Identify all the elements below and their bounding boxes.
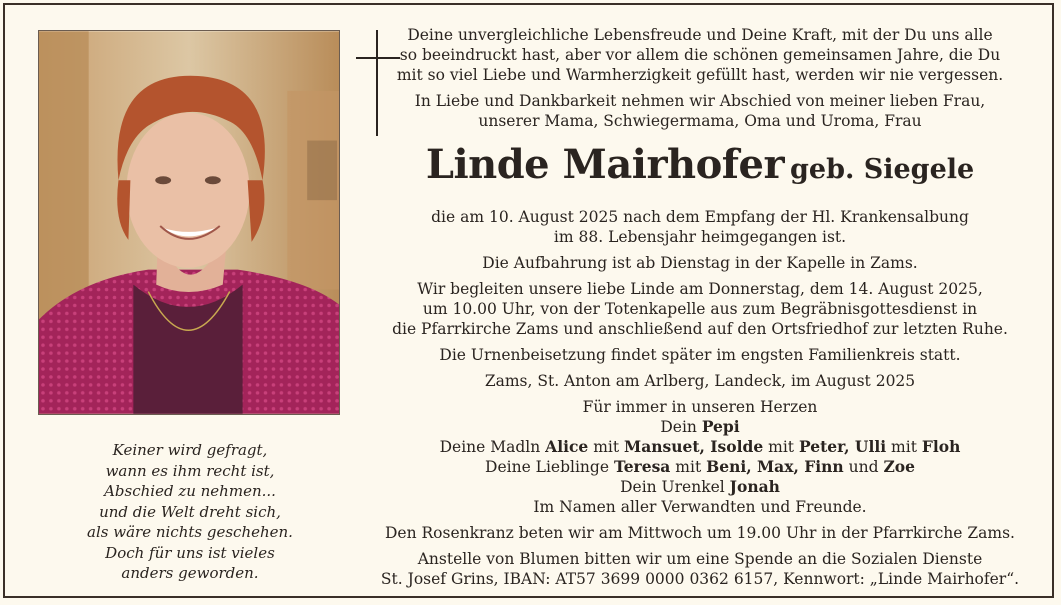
urn-info: Die Urnenbeisetzung findet später im engsten Familienkreis statt. <box>439 346 961 364</box>
rosary-info: Den Rosenkranz beten wir am Mittwoch um 19.00 Uhr in der Pfarrkirche Zams. <box>385 524 1015 542</box>
poem-line: Keiner wird gefragt, <box>112 441 268 459</box>
mourner-grandchildren: Deine Lieblinge Teresa mit Beni, Max, Finn und Zoe <box>485 457 915 476</box>
intro-line: mit so viel Liebe und Warmherzigkeit gefüllt hast, werden wir nie vergessen. <box>396 66 1004 84</box>
death-info-line: im 88. Lebensjahr heimgegangen ist. <box>553 228 847 246</box>
birth-name: geb. Siegele <box>790 154 975 185</box>
funeral-line: die Pfarrkirche Zams und anschließend auf den Ortsfriedhof zur letzten Ruhe. <box>392 320 1008 338</box>
mourner-husband: Dein Pepi <box>660 417 740 436</box>
donation-line: St. Josef Grins, IBAN: AT57 3699 0000 0362 6157, Kennwort: „Linde Mairhofer“. <box>380 570 1020 588</box>
intro-line: Deine unvergleichliche Lebensfreude und Deine Kraft, mit der Du uns alle <box>407 26 993 44</box>
poem-line: und die Welt dreht sich, <box>99 502 281 521</box>
death-info-line: die am 10. August 2025 nach dem Empfang der Hl. Krankensalbung <box>431 208 969 226</box>
funeral-line: um 10.00 Uhr, von der Totenkapelle aus zum Begräbnisgottesdienst in <box>422 300 978 318</box>
mourners-heading: Für immer in unseren Herzen <box>582 398 818 416</box>
mourner-great-grandchild: Dein Urenkel Jonah <box>620 477 780 496</box>
poem-line: als wäre nichts geschehen. <box>87 523 293 541</box>
obituary-text <box>372 25 1028 589</box>
portrait-photo <box>38 30 340 415</box>
poem-line: Abschied zu nehmen... <box>104 482 276 500</box>
poem <box>40 440 340 584</box>
poem-line: wann es ihm recht ist, <box>105 461 275 480</box>
poem-line: anders geworden. <box>121 564 259 582</box>
poem-line: Doch für uns ist vieles <box>105 543 275 562</box>
farewell-line: unserer Mama, Schwiegermama, Oma und Uroma, Frau <box>478 112 922 130</box>
funeral-line: Wir begleiten unsere liebe Linde am Donnerstag, dem 14. August 2025, <box>417 280 983 298</box>
place-date: Zams, St. Anton am Arlberg, Landeck, im August 2025 <box>484 372 916 390</box>
mourner-relatives: Im Namen aller Verwandten und Freunde. <box>533 498 867 516</box>
deceased-name <box>372 143 1028 195</box>
mourner-daughters: Deine Madln Alice mit Mansuet, Isolde mit Peter, Ulli mit Floh <box>439 437 961 456</box>
deceased-full-name: Linde Mairhofer <box>425 141 785 188</box>
intro-line: so beeindruckt hast, aber vor allem die schönen gemeinsamen Jahre, die Du <box>399 46 1001 64</box>
donation-line: Anstelle von Blumen bitten wir um eine Spende an die Sozialen Dienste <box>417 550 983 568</box>
farewell-line: In Liebe und Dankbarkeit nehmen wir Abschied von meiner lieben Frau, <box>414 92 986 110</box>
viewing-info: Die Aufbahrung ist ab Dienstag in der Kapelle in Zams. <box>482 254 918 272</box>
